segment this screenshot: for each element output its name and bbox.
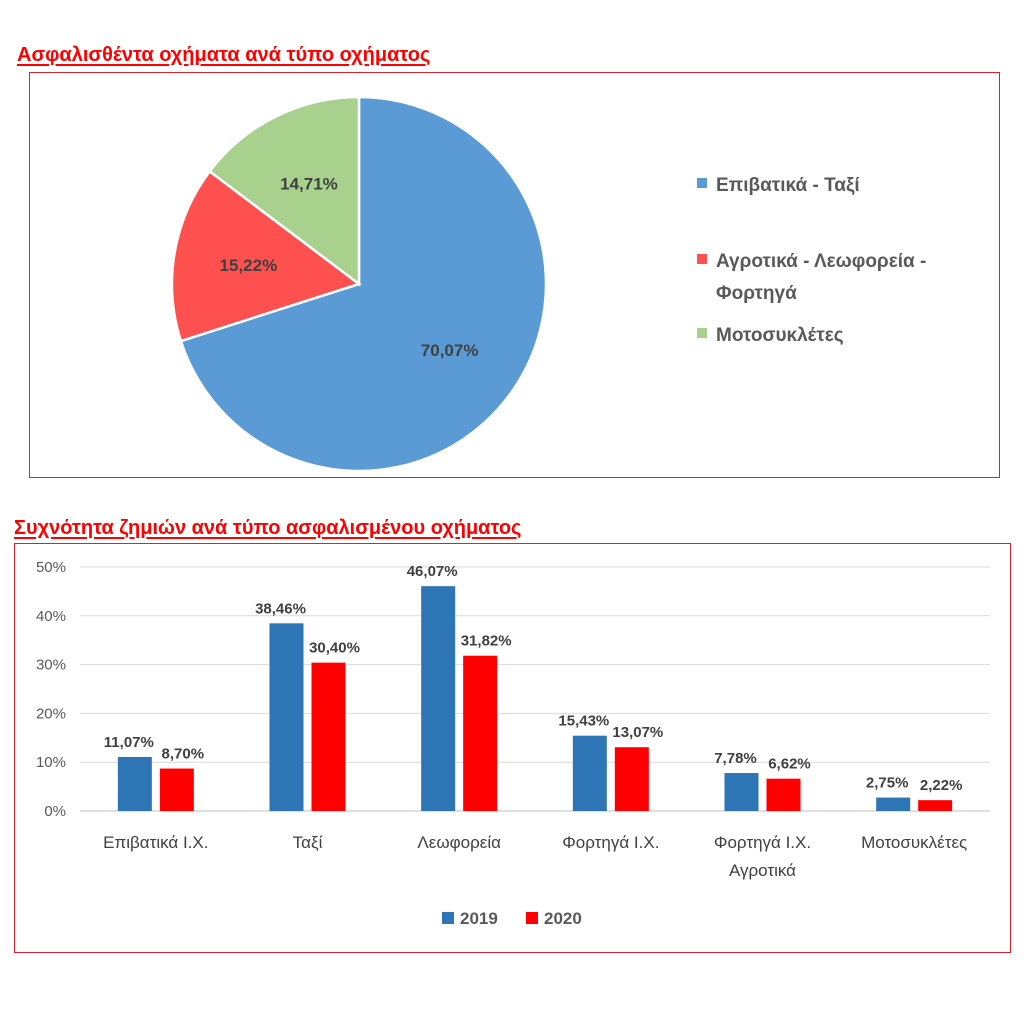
pie-legend-label-1: Φορτηγά: [716, 283, 797, 304]
pie-legend-label-2: Μοτοσυκλέτες: [716, 325, 844, 346]
bar-2019-3: [573, 736, 607, 811]
pie-legend-swatch-2: [697, 328, 707, 338]
bar-chart-title: Συχνότητα ζημιών ανά τύπο ασφαλισμένου οχήματος: [14, 517, 522, 539]
bar-2020-0: [160, 769, 194, 811]
pie-legend-label-1: Αγροτικά - Λεωφορεία -: [716, 251, 927, 272]
bar-2019-0: [118, 757, 152, 811]
bar-value-label: 30,40%: [309, 639, 360, 657]
x-category-label: Αγροτικά: [728, 861, 797, 880]
bar-value-label: 31,82%: [460, 632, 512, 650]
bar-2019-2: [421, 586, 455, 811]
pie-slice-label-2: 14,71%: [280, 174, 338, 194]
bar-value-label: 2,75%: [865, 774, 909, 792]
bar-value-label: 11,07%: [103, 733, 154, 751]
bar-2020-1: [312, 663, 346, 811]
bar-legend-swatch-2020: [526, 912, 538, 924]
bar-2019-5: [876, 798, 910, 811]
x-category-label: Λεωφορεία: [417, 833, 501, 852]
bar-legend-label: 2020: [544, 909, 582, 928]
x-category-label: Επιβατικά Ι.Χ.: [103, 833, 209, 852]
bar-legend-label: 2019: [460, 909, 498, 928]
pie-chart-title: Ασφαλισθέντα οχήματα ανά τύπο οχήματος: [17, 44, 431, 66]
x-category-label: Ταξί: [292, 833, 323, 852]
bar-value-label: 2,22%: [919, 777, 963, 795]
bar-2020-4: [767, 779, 801, 811]
bar-2019-1: [270, 623, 304, 811]
bar-value-label: 13,07%: [612, 724, 664, 742]
pie-legend-swatch-1: [697, 254, 707, 264]
bar-value-label: 8,70%: [161, 745, 205, 763]
y-tick-label: 0%: [44, 803, 66, 820]
bar-2020-5: [918, 800, 952, 811]
y-tick-label: 20%: [35, 705, 66, 723]
bar-value-label: 15,43%: [558, 712, 610, 730]
pie-legend-swatch-0: [697, 178, 707, 188]
pie-legend-label-0: Επιβατικά - Ταξί: [716, 175, 860, 196]
pie-slice-label-1: 15,22%: [219, 256, 278, 276]
bar-legend-swatch-2019: [442, 912, 454, 924]
x-category-label: Φορτηγά Ι.Χ.: [562, 833, 660, 852]
bar-2019-4: [725, 773, 759, 811]
pie-slice-label-0: 70,07%: [420, 341, 479, 361]
bar-2020-3: [615, 747, 649, 811]
bar-value-label: 7,78%: [714, 750, 757, 768]
bar-value-label: 46,07%: [406, 563, 458, 581]
bar-value-label: 38,46%: [255, 600, 306, 618]
y-tick-label: 40%: [35, 607, 66, 625]
x-category-label: Μοτοσυκλέτες: [861, 833, 968, 852]
y-tick-label: 10%: [35, 754, 66, 772]
bar-value-label: 6,62%: [768, 755, 811, 773]
y-tick-label: 30%: [35, 656, 66, 674]
y-tick-label: 50%: [35, 559, 66, 576]
bar-2020-2: [463, 656, 497, 811]
x-category-label: Φορτηγά Ι.Χ.: [713, 833, 812, 852]
